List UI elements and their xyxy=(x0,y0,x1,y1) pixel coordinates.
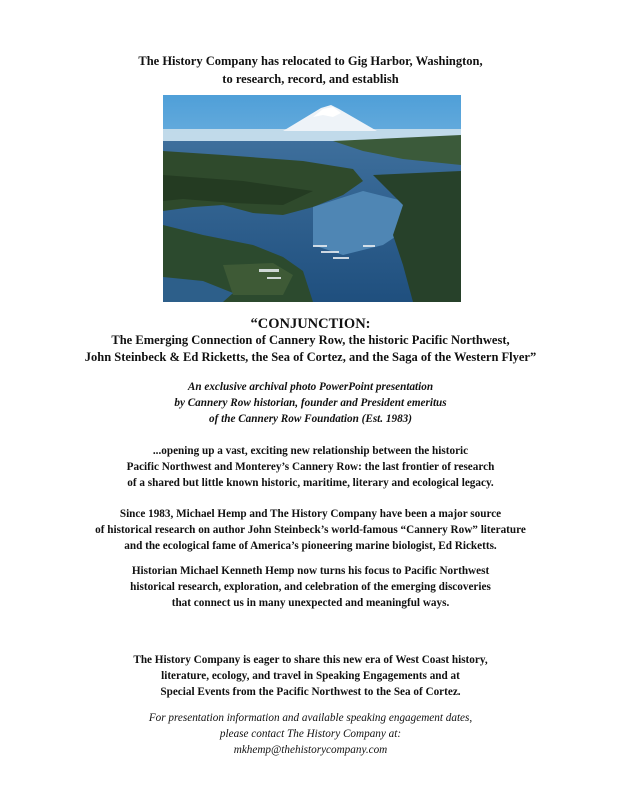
paragraph4-line-2: literature, ecology, and travel in Speaking Engagements and at xyxy=(161,670,460,682)
paragraph3-line-2: historical research, exploration, and celebration of the emerging discoveries xyxy=(130,581,491,593)
paragraph2-line-1: Since 1983, Michael Hemp and The History Company have been a major source xyxy=(119,508,502,520)
harbor-photo xyxy=(163,95,461,302)
contact-email[interactable]: mkhemp@thehistorycompany.com xyxy=(233,744,388,756)
paragraph2-line-3: and the ecological fame of America’s pioneering marine biologist, Ed Ricketts. xyxy=(124,540,497,552)
paragraph1-line-1: ...opening up a vast, exciting new relationship between the historic xyxy=(152,445,469,457)
contact-line-1: For presentation information and available speaking engagement dates, xyxy=(148,712,473,724)
presentation-line-3: of the Cannery Row Foundation (Est. 1983) xyxy=(209,413,412,425)
presentation-line-2: by Cannery Row historian, founder and President emeritus xyxy=(174,397,447,409)
paragraph1-line-3: of a shared but little known historic, maritime, literary and ecological legacy. xyxy=(127,477,494,489)
title-main: “CONJUNCTION: xyxy=(250,316,371,332)
header-line-1: The History Company has relocated to Gig Harbor, Washington, xyxy=(138,54,483,68)
paragraph1-line-2: Pacific Northwest and Monterey’s Cannery Row: the last frontier of research xyxy=(126,461,495,473)
title-sub-2: John Steinbeck & Ed Ricketts, the Sea of Cortez, and the Saga of the Western Flyer” xyxy=(84,350,537,364)
presentation-line-1: An exclusive archival photo PowerPoint presentation xyxy=(187,381,434,393)
paragraph4-line-3: Special Events from the Pacific Northwest to the Sea of Cortez. xyxy=(160,686,461,698)
paragraph4-line-1: The History Company is eager to share this new era of West Coast history, xyxy=(133,654,488,666)
title-sub-1: The Emerging Connection of Cannery Row, the historic Pacific Northwest, xyxy=(111,333,510,347)
paragraph3-line-1: Historian Michael Kenneth Hemp now turns his focus to Pacific Northwest xyxy=(131,565,490,577)
header-line-2: to research, record, and establish xyxy=(222,72,399,86)
paragraph3-line-3: that connect us in many unexpected and meaningful ways. xyxy=(171,597,450,609)
paragraph2-line-2: of historical research on author John Steinbeck’s world-famous “Cannery Row” literature xyxy=(95,524,526,536)
contact-line-2: please contact The History Company at: xyxy=(219,728,402,740)
